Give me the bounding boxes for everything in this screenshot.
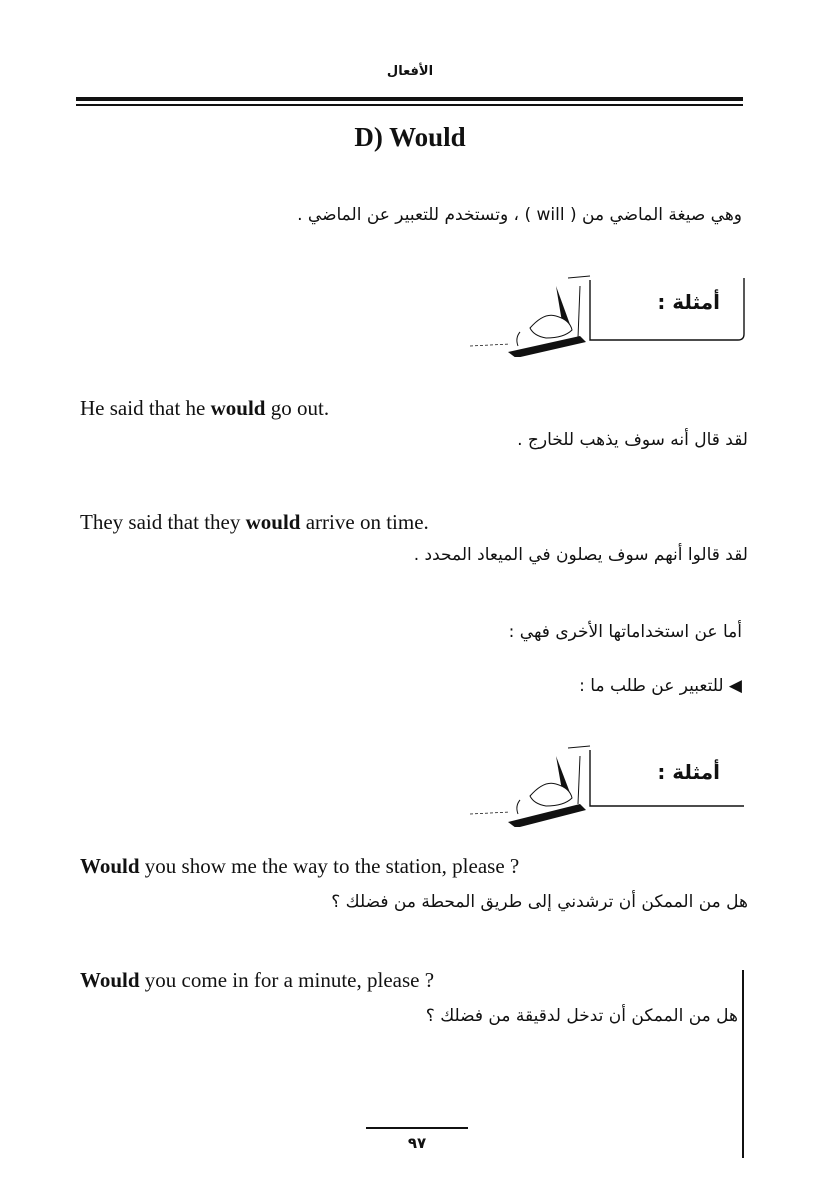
example-english: Would you show me the way to the station, please ?: [80, 854, 520, 878]
header-rule-thick: [76, 97, 743, 101]
page-number: ٩٧: [407, 1134, 427, 1152]
examples-label: أمثلة :: [657, 760, 720, 784]
examples-box: [460, 742, 760, 827]
examples-box: [460, 272, 760, 357]
example-arabic: لقد قالوا أنهم سوف يصلون في الميعاد المحدد .: [413, 545, 748, 565]
footer-rule: [366, 1127, 468, 1129]
section-title: D) Would: [354, 122, 466, 152]
header-rule-thin: [76, 104, 743, 106]
example-arabic: هل من الممكن أن تدخل لدقيقة من فضلك ؟: [425, 1006, 738, 1026]
example-english: He said that he would go out.: [80, 396, 330, 420]
intro-paragraph: وهي صيغة الماضي من ( will ) ، وتستخدم للتعبير عن الماضي .: [297, 205, 742, 225]
bullet-triangle-icon: ◀: [728, 676, 742, 696]
example-arabic: هل من الممكن أن ترشدني إلى طريق المحطة من فضلك ؟: [331, 892, 748, 912]
example-english: Would you come in for a minute, please ?: [80, 968, 435, 992]
pen-hand-icon: [460, 272, 760, 357]
page-edge-line: [742, 970, 744, 1158]
bullet-item: ◀ للتعبير عن طلب ما :: [579, 676, 742, 696]
other-uses-heading: أما عن استخداماتها الأخرى فهي :: [508, 622, 742, 642]
example-arabic: لقد قال أنه سوف يذهب للخارج .: [517, 430, 748, 450]
running-header: الأفعال: [386, 64, 434, 79]
pen-hand-icon: [460, 742, 760, 827]
example-english: They said that they would arrive on time.: [80, 510, 429, 534]
examples-label: أمثلة :: [657, 290, 720, 314]
